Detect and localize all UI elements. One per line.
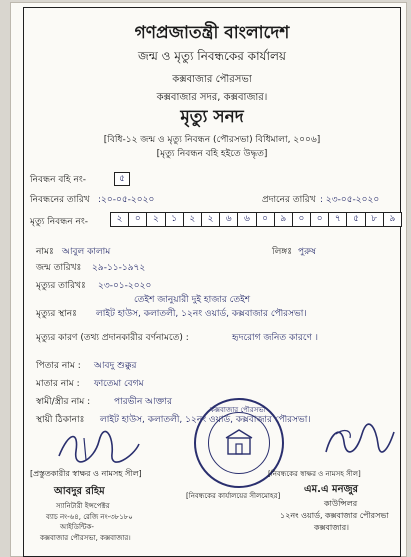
- father-value: আবদু শুক্কুর: [94, 361, 137, 371]
- book-label: নিবন্ধন বহি নং-: [30, 175, 86, 185]
- reg-digit: ৮: [366, 213, 384, 226]
- registrar-place: কক্সবাজার।: [314, 523, 349, 532]
- reg-date-value: :২০-০৫-২০২০: [98, 195, 155, 205]
- book-number-box: [114, 172, 130, 186]
- name-value: আবুল কালাম: [62, 247, 111, 257]
- reg-date-label: নিবন্ধনের তারিখ: [30, 195, 90, 205]
- preparer-id2: আইডিন্টিক-: [60, 523, 94, 531]
- reg-digit: ৫: [347, 213, 365, 226]
- issue-date-label: প্রদানের তারিখ: [262, 195, 316, 205]
- mother-label: মাতার নাম :: [36, 379, 80, 389]
- registrar-title: কাউন্সিলর: [324, 499, 358, 508]
- reg-digit: ৯: [275, 213, 293, 226]
- place-label: মৃত্যুর স্থানঃ: [36, 309, 77, 319]
- seal-label: [নিবন্ধকের কার্যালয়ের সীলমোহর]: [186, 492, 281, 500]
- seal-text: কক্সবাজার পৌরসভা: [210, 406, 266, 414]
- preparer-label: [প্রস্তুতকারীর স্বাক্ষর ও নামসহ সীল]: [30, 469, 142, 478]
- rule-line: [বিধি-১২ জন্ম ও মৃত্যু নিবন্ধন (পৌরসভা) বিধিমালা, ২০০৬]: [103, 135, 321, 145]
- reg-digit: ২: [147, 213, 165, 226]
- cause-label: মৃত্যুর কারণ (তথ্য প্রদানকারীর বর্ণনামতে) :: [36, 333, 189, 343]
- source-line: [মৃত্যু নিবন্ধন বহি হইতে উদ্ধৃত]: [156, 149, 268, 159]
- spouse-value: পারভীন আক্তার: [114, 397, 172, 407]
- certificate-page: [10, 2, 407, 557]
- certificate-title: মৃত্যু সনদ: [180, 107, 244, 127]
- reg-digit: ২: [184, 213, 202, 226]
- dod-value: ২৩-০১-২০২০: [98, 281, 152, 291]
- gender-value: পুরুষ: [298, 247, 316, 257]
- reg-digit: ০: [257, 213, 275, 226]
- issue-date-value: : ২৩-০৫-২০২০: [320, 195, 380, 205]
- dob-value: ২৯-১১-১৯৭২: [92, 263, 146, 273]
- address-value: লাইট হাউস, কলাতলী, ১২নং ওয়ার্ড, কক্সবাজার পৌরসভা।: [100, 415, 311, 425]
- preparer-signature: [54, 426, 144, 466]
- certificate-frame: [23, 7, 401, 557]
- registrar-signature: [322, 420, 398, 460]
- preparer-id: ব্যাচ নং-৬৪, রেজি নং-৩৮১৮০: [46, 513, 133, 521]
- seal-emblem: [208, 412, 270, 474]
- office-heading: জন্ম ও মৃত্যু নিবন্ধকের কার্যালয়: [138, 49, 286, 63]
- name-label: নামঃ: [36, 247, 54, 257]
- municipality-heading: কক্সবাজার পৌরসভা: [172, 74, 252, 85]
- country-heading: গণপ্রজাতন্ত্রী বাংলাদেশ: [134, 23, 290, 43]
- registrar-label: [নিবন্ধকের স্বাক্ষর ও নামসহ সীল]: [268, 470, 361, 478]
- registrar-name: এম.এ মনজুর: [304, 484, 359, 495]
- reg-no-boxes: [110, 212, 402, 227]
- reg-digit: ০: [311, 213, 329, 226]
- dod-label: মৃত্যুর তারিখঃ: [36, 281, 86, 291]
- registrar-ward: ১২নং ওয়ার্ড, কক্সবাজার পৌরসভা: [280, 511, 389, 520]
- building-icon: [222, 426, 256, 460]
- reg-digit: ৬: [220, 213, 238, 226]
- father-label: পিতার নাম :: [36, 361, 81, 371]
- dob-label: জন্ম তারিখঃ: [36, 263, 82, 273]
- reg-no-label: মৃত্যু নিবন্ধন নং-: [30, 217, 89, 227]
- reg-digit: ২: [202, 213, 220, 226]
- reg-digit: ৭: [329, 213, 347, 226]
- reg-digit: ৬: [238, 213, 256, 226]
- gender-label: লিঙ্গঃ: [272, 247, 293, 257]
- reg-digit: ২: [111, 213, 129, 226]
- dod-words: তেইশ জানুয়ারী দুই হাজার তেইশ: [134, 295, 251, 305]
- mother-value: ফাতেমা বেগম: [94, 379, 144, 389]
- preparer-name: আবদুর রহিম: [54, 486, 105, 497]
- location-heading: কক্সবাজার সদর, কক্সবাজার।: [156, 92, 268, 103]
- reg-digit: ১: [166, 213, 184, 226]
- reg-digit: ০: [129, 213, 147, 226]
- reg-digit: ০: [293, 213, 311, 226]
- place-value: লাইট হাউস, কলাতলী, ১২নং ওয়ার্ড, কক্সবাজার পৌরসভা।: [96, 309, 307, 319]
- address-label: স্থায়ী ঠিকানাঃ: [36, 415, 85, 425]
- reg-digit: ৯: [389, 214, 396, 224]
- preparer-office: কক্সবাজার পৌরসভা, কক্সবাজার।: [40, 534, 131, 542]
- spouse-label: স্বামী/স্ত্রীর নাম :: [36, 397, 91, 407]
- cause-value: হৃদরোগ জনিত কারণে ।: [232, 333, 319, 343]
- book-number: ৫: [119, 174, 125, 184]
- preparer-title: স্যানিটারী ইন্সপেক্টর: [56, 502, 110, 510]
